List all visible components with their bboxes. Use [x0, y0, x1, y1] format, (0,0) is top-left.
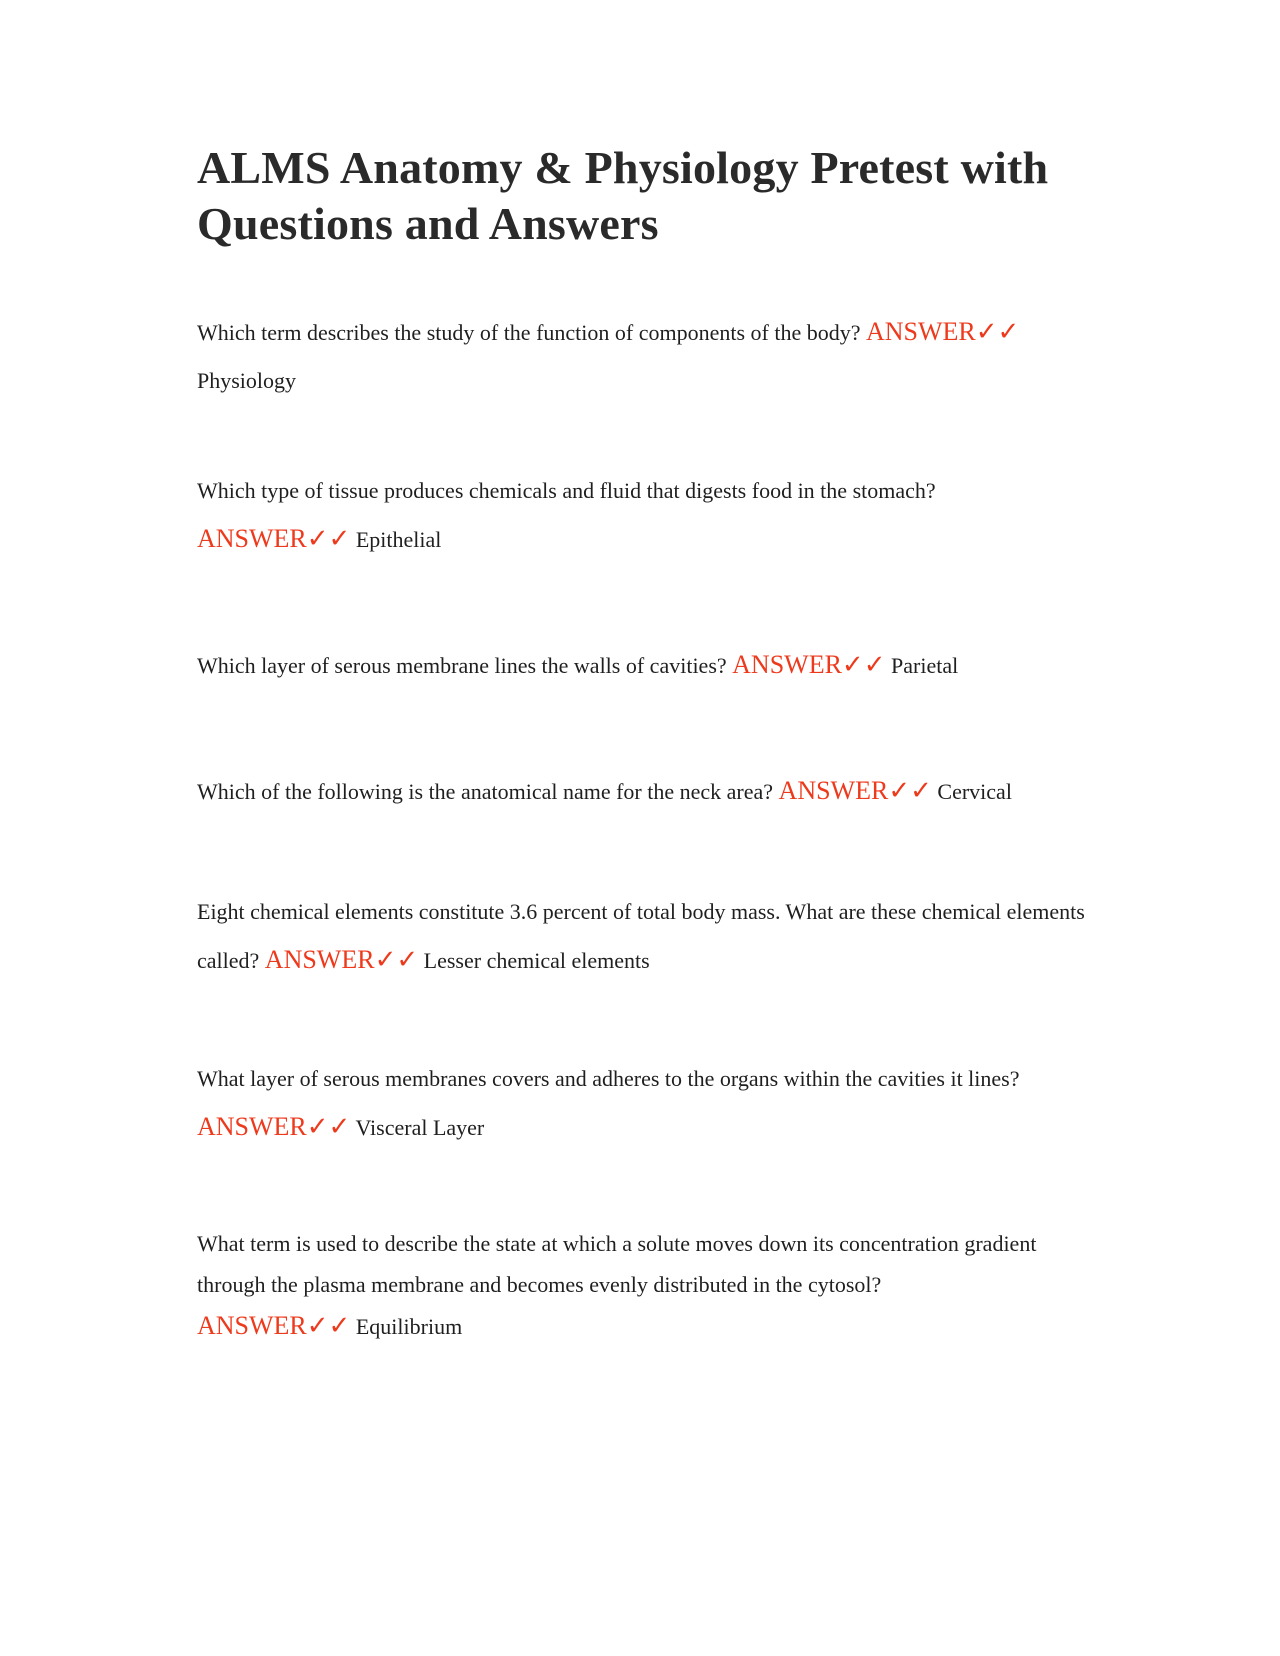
answer-label: ANSWER✓✓: [264, 945, 419, 974]
answer-label: ANSWER✓✓: [197, 1311, 351, 1340]
question-text: What term is used to describe the state at which a solute moves down its concentration gradient through the plasma membrane and becomes evenly distributed in the cytosol?: [197, 1231, 1037, 1297]
question-text: Which term describes the study of the function of components of the body?: [197, 320, 861, 345]
qa-item: [197, 467, 1097, 564]
answer-text: Visceral Layer: [355, 1115, 485, 1140]
question-text: Which type of tissue produces chemicals and fluid that digests food in the stomach?: [197, 478, 936, 503]
answer-text: Equilibrium: [355, 1314, 463, 1339]
page-title: ALMS Anatomy & Physiology Pretest with Questions and Answers: [197, 142, 1049, 249]
qa-item: [197, 641, 1097, 690]
answer-text: Epithelial: [355, 527, 442, 552]
answer-text: Parietal: [891, 653, 959, 678]
answer-text: Lesser chemical elements: [423, 948, 650, 973]
answer-label: ANSWER✓✓: [778, 776, 932, 805]
answer-label: ANSWER✓✓: [732, 650, 886, 679]
answer-text: Cervical: [937, 779, 1012, 804]
question-text: What layer of serous membranes covers and adheres to the organs within the cavities it lines?: [197, 1066, 1020, 1091]
qa-item: [197, 308, 1097, 405]
question-text: Eight chemical elements constitute 3.6 percent of total body mass. What are these chemical elements called?: [197, 899, 1085, 973]
answer-label: ANSWER✓✓: [866, 317, 1020, 346]
question-text: Which of the following is the anatomical name for the neck area?: [197, 779, 774, 804]
qa-item: [197, 1055, 1097, 1152]
answer-label: ANSWER✓✓: [197, 1112, 351, 1141]
qa-item: [197, 888, 1097, 985]
question-text: Which layer of serous membrane lines the walls of cavities?: [197, 653, 727, 678]
answer-label: ANSWER✓✓: [197, 524, 351, 553]
qa-item: [197, 767, 1097, 816]
answer-text: Physiology: [197, 368, 297, 393]
qa-item: [197, 1223, 1097, 1347]
